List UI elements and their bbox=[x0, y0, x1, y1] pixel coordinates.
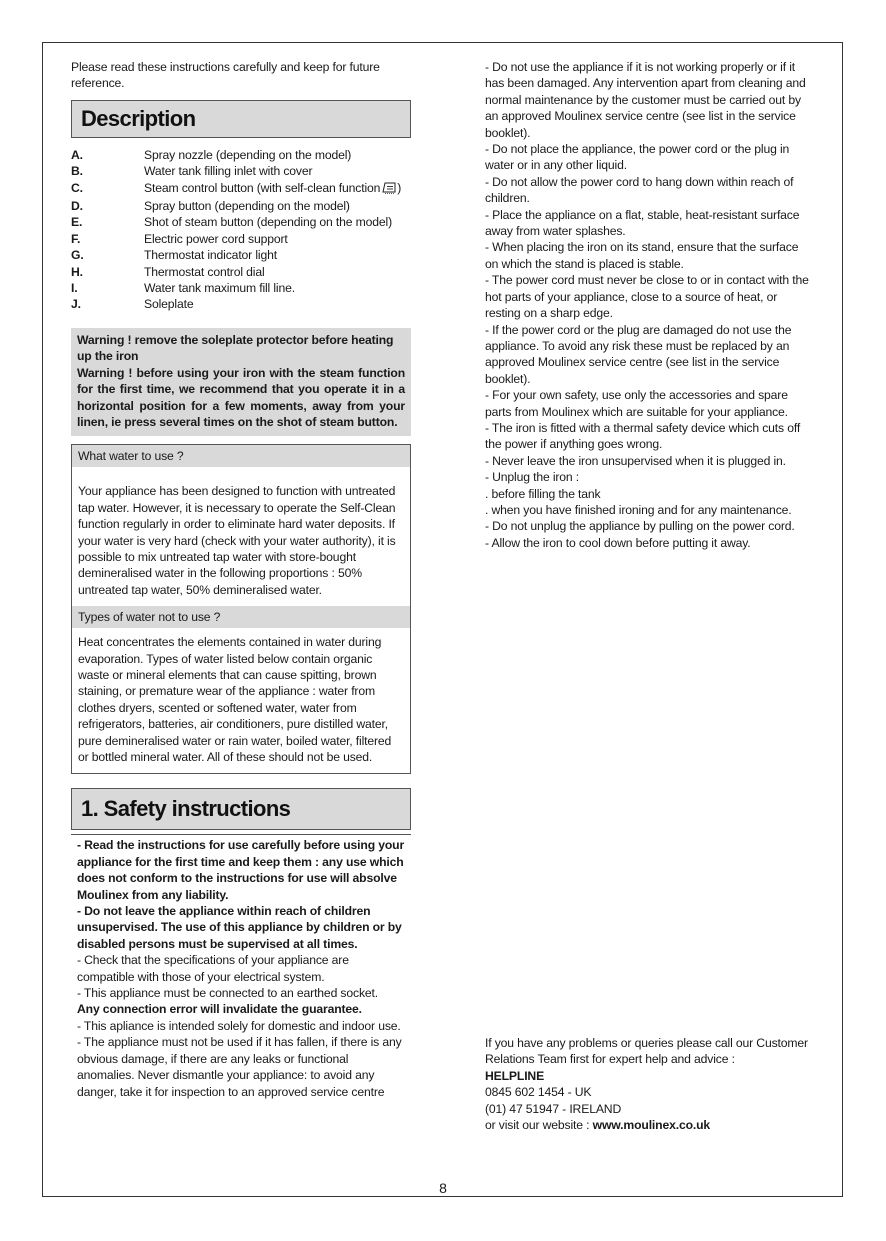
part-text: Shot of steam button (depending on the model) bbox=[144, 215, 393, 230]
safety-item: - This apliance is intended solely for domestic and indoor use. bbox=[77, 1018, 401, 1033]
water-use-text: Your appliance has been designed to function with untreated tap water. However, it is necessary to operate the Self-Clean function regularly in order to eliminate hard water deposits. If your water is very hard (check with your water authority), it is possible to mix untreated tap water with store-bought demineralised water in the following proportions : 50% untreated tap water, 50% demineralised water. bbox=[78, 484, 396, 597]
safety-item: - Do not leave the appliance within reach of children unsupervised. The use of this appliance by children or by disabled persons must be supervised at all times. bbox=[77, 904, 402, 951]
part-letter: E. bbox=[71, 215, 83, 230]
part-letter: G. bbox=[71, 248, 84, 263]
part-letter: C. bbox=[71, 180, 83, 195]
left-column bbox=[71, 59, 411, 1100]
part-letter: I. bbox=[71, 281, 78, 296]
water-notuse-text: Heat concentrates the elements contained in water during evaporation. Types of water listed below contain organic waste or mineral elements that can cause spitting, brown staining, or premature wear of the appliance : water from clothes dryers, scented or softened water, water from refrigerators, batteries, air conditioners, pure distilled water, pure demineralised water or rain water, boiled water, filtered or bottled mineral water. All of these should not be used. bbox=[78, 635, 392, 764]
safety-item: . before filling the tank bbox=[485, 486, 601, 501]
safety-list bbox=[71, 835, 411, 1100]
water-notuse-heading: Types of water not to use ? bbox=[72, 606, 410, 628]
page-number: 8 bbox=[439, 1180, 447, 1196]
safety-item: - Do not unplug the appliance by pulling on the power cord. bbox=[485, 519, 795, 534]
safety-item: - The iron is fitted with a thermal safety device which cuts off the power if anything goes wrong. bbox=[485, 420, 801, 452]
warning-protector: Warning ! remove the soleplate protector before heating up the iron bbox=[77, 332, 394, 364]
parts-list bbox=[71, 147, 411, 313]
part-item bbox=[71, 163, 411, 179]
part-letter: H. bbox=[71, 264, 83, 279]
part-text: Thermostat control dial bbox=[144, 264, 265, 279]
part-item bbox=[71, 180, 411, 198]
safety-item: - The appliance must not be used if it has fallen, if there is any obvious damage, if there are any leaks or functional anomalies. Never dismantle your appliance: to avoid any danger, take it for inspection to an approved service centre bbox=[77, 1035, 402, 1099]
part-item bbox=[71, 280, 411, 296]
helpline-website bbox=[485, 1117, 815, 1133]
safety-item: - For your own safety, use only the accessories and spare parts from Moulinex which are suitable for your appliance. bbox=[485, 388, 788, 419]
part-item bbox=[71, 198, 411, 214]
safety-item: . when you have finished ironing and for any maintenance. bbox=[485, 502, 792, 517]
part-item bbox=[71, 231, 411, 247]
part-text: Water tank filling inlet with cover bbox=[144, 164, 313, 179]
safety-item: - Place the appliance on a flat, stable, heat-resistant surface away from water splashes. bbox=[485, 207, 800, 239]
part-text-suffix: ) bbox=[397, 180, 402, 195]
part-text: Electric power cord support bbox=[144, 231, 288, 246]
safety-item: Any connection error will invalidate the guarantee. bbox=[77, 1002, 362, 1017]
safety-item: - Allow the iron to cool down before putting it away. bbox=[485, 535, 751, 550]
helpline-intro: If you have any problems or queries please call our Customer Relations Team first for expert help and advice : bbox=[485, 1036, 808, 1067]
part-text-wrap bbox=[144, 180, 411, 198]
part-letter: J. bbox=[71, 297, 81, 312]
safety-item: - If the power cord or the plug are damaged do not use the appliance. To avoid any risk these must be replaced by an approved Moulinex service centre (see list in the service booklet). bbox=[485, 322, 792, 386]
part-item bbox=[71, 296, 411, 312]
helpline-block bbox=[485, 1035, 815, 1133]
safety-item: - The power cord must never be close to or in contact with the hot parts of your appliance, close to a source of heat, or resting on a sharp edge. bbox=[485, 273, 809, 321]
part-text: Steam control button (with self-clean function bbox=[144, 180, 381, 195]
part-text: Thermostat indicator light bbox=[144, 248, 277, 263]
warning-steam-first-use: Warning ! before using your iron with the steam function for the first time, we recommend that you operate it in a horizontal position for a few moments, away from your linen, ie press several times on the shot of steam button. bbox=[77, 365, 405, 429]
safety-item: - Do not use the appliance if it is not working properly or if it has been damaged. Any intervention apart from cleaning and normal maintenance by the customer must be carried out by an approved Moulinex service centre (see list in the service booklet). bbox=[485, 60, 806, 140]
safety-item: - Do not allow the power cord to hang down within reach of children. bbox=[485, 174, 794, 206]
safety-item: - Do not place the appliance, the power cord or the plug in water or in any other liquid. bbox=[485, 142, 790, 173]
water-info-box bbox=[71, 444, 411, 774]
safety-item: - Never leave the iron unsupervised when it is plugged in. bbox=[485, 453, 786, 468]
part-letter: A. bbox=[71, 147, 83, 162]
description-heading: Description bbox=[71, 100, 411, 138]
safety-item: - When placing the iron on its stand, ensure that the surface on which the stand is placed is stable. bbox=[485, 240, 799, 271]
helpline-title: HELPLINE bbox=[485, 1068, 545, 1083]
part-item bbox=[71, 147, 411, 163]
part-letter: D. bbox=[71, 199, 83, 214]
part-item bbox=[71, 264, 411, 280]
intro-text: Please read these instructions carefully and keep for future reference. bbox=[71, 60, 380, 91]
safety-item: - This appliance must be connected to an earthed socket. bbox=[77, 986, 378, 1001]
helpline-uk: 0845 602 1454 - UK bbox=[485, 1085, 592, 1100]
part-text: Soleplate bbox=[144, 297, 194, 312]
self-clean-icon bbox=[382, 181, 397, 198]
part-text: Spray button (depending on the model) bbox=[144, 199, 350, 214]
part-item bbox=[71, 247, 411, 263]
website-prefix: or visit our website : bbox=[485, 1118, 593, 1133]
helpline-ireland: (01) 47 51947 - IRELAND bbox=[485, 1101, 622, 1116]
safety-item: - Unplug the iron : bbox=[485, 470, 580, 485]
part-text: Spray nozzle (depending on the model) bbox=[144, 147, 352, 162]
part-letter: B. bbox=[71, 164, 83, 179]
safety-item: - Check that the specifications of your appliance are compatible with those of your electrical system. bbox=[77, 953, 349, 984]
safety-heading: 1. Safety instructions bbox=[71, 788, 411, 830]
safety-item: - Read the instructions for use carefully before using your appliance for the first time and keep them : any use which does not conform to the instructions for use will absolve Moulinex from any liability. bbox=[77, 838, 405, 902]
part-item bbox=[71, 214, 411, 230]
part-text: Water tank maximum fill line. bbox=[144, 281, 295, 296]
part-letter: F. bbox=[71, 231, 81, 246]
website-link[interactable]: www.moulinex.co.uk bbox=[592, 1118, 711, 1133]
right-column bbox=[485, 59, 813, 551]
water-use-heading: What water to use ? bbox=[72, 445, 410, 467]
warning-box bbox=[71, 328, 411, 436]
